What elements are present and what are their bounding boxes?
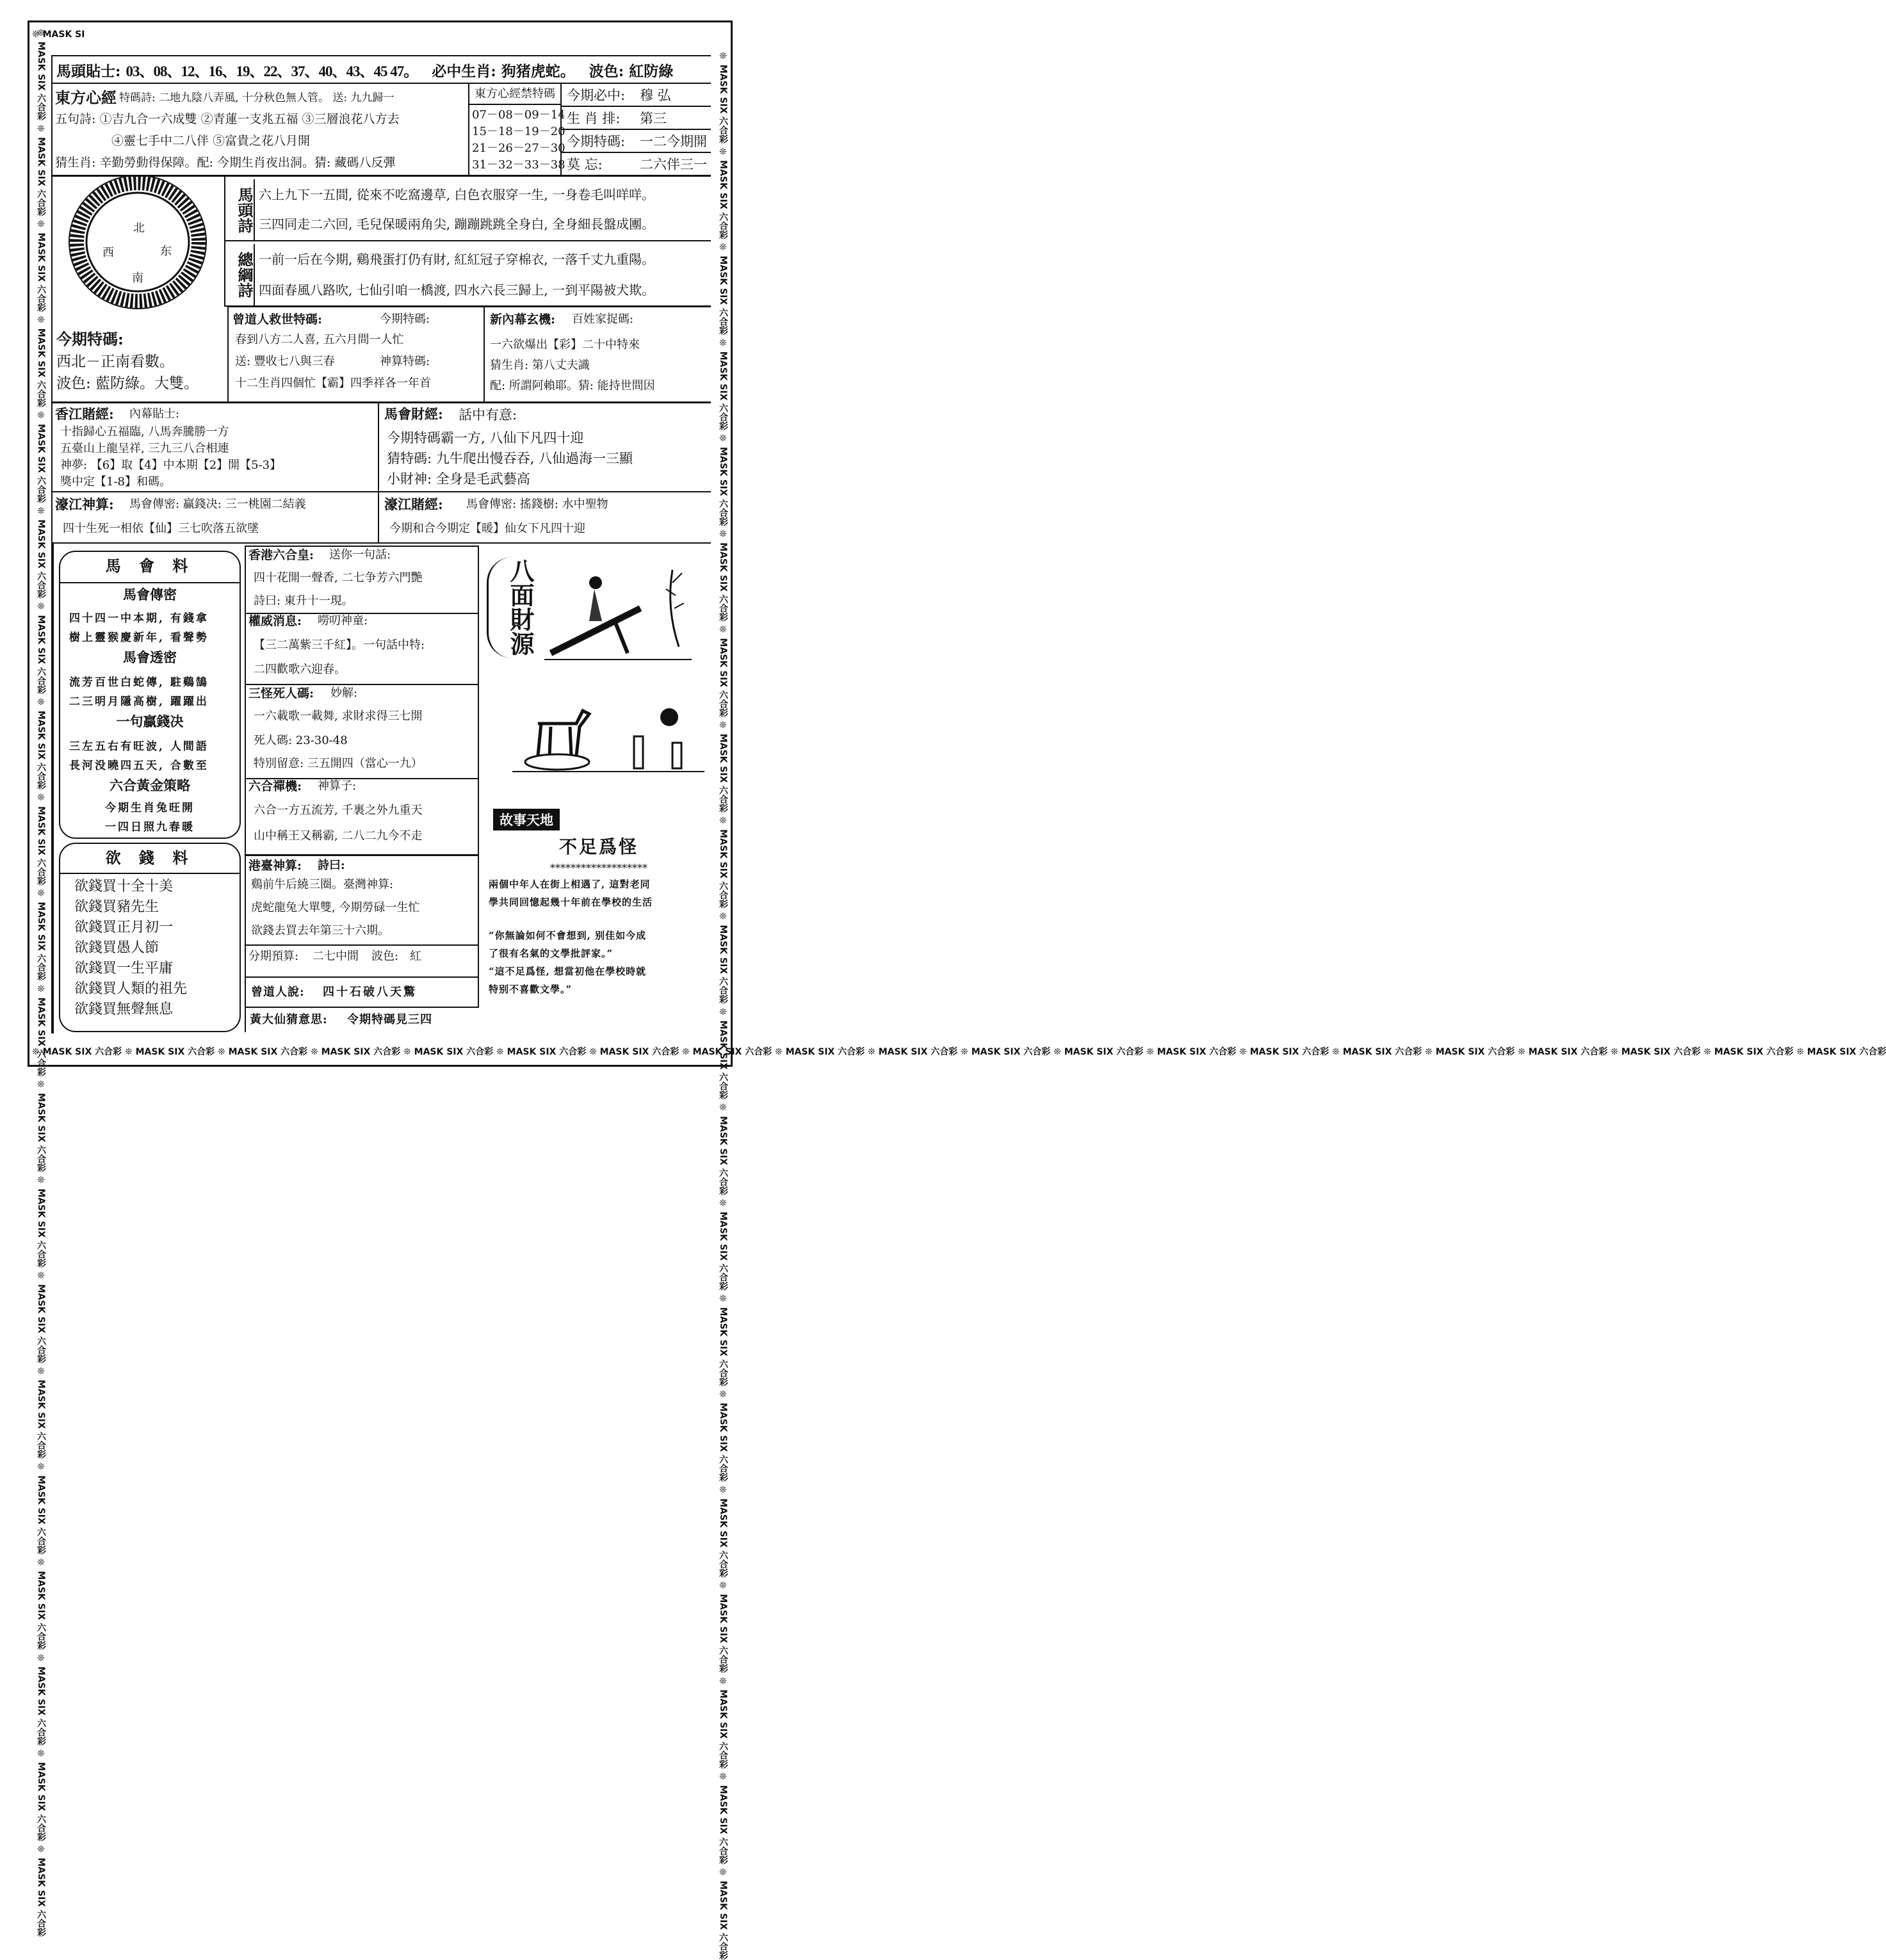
yuqian-line: 欲錢買十全十美 bbox=[74, 879, 174, 895]
forbidden-row: 21－26－27－30 bbox=[472, 142, 565, 155]
middle-section-deadnum bbox=[245, 684, 479, 779]
forbidden-title: 東方心經禁特碼 bbox=[469, 87, 560, 105]
haojiang-shensuan-title: 濠江神算: bbox=[55, 496, 114, 512]
fenqi-section bbox=[245, 944, 479, 978]
general-poem-label: 總綱詩 bbox=[225, 244, 255, 305]
side-info-label: 生 肖 排: bbox=[567, 111, 621, 126]
dongfang-line: 五句詩: ①吉九合一六成雙 ②青蓮一支兆五福 ③三層浪花八方去 bbox=[55, 112, 400, 126]
mahui-liao-box bbox=[59, 551, 241, 839]
mahui-caijing-sub: 話中有意: bbox=[459, 407, 517, 423]
middle-line: 鷄前牛后繞三圈。臺灣神算: bbox=[251, 878, 394, 891]
mahui-liao-title: 馬 會 料 bbox=[60, 557, 240, 583]
side-info-value: 二六伴三一 bbox=[640, 157, 707, 172]
compass-east: 东 bbox=[160, 245, 172, 258]
xiangjiang-line: 獎中定【1-8】和碼。 bbox=[60, 475, 171, 489]
story-stars: ******************* bbox=[550, 862, 647, 874]
this-issue-line: 西北－正南看數。 bbox=[56, 353, 174, 370]
compass-wheel-icon bbox=[53, 177, 223, 305]
middle-line: 特別留意: 三五開四（當心一九） bbox=[254, 757, 423, 770]
neimu-line: 猜生肖: 第八丈夫識 bbox=[490, 359, 590, 372]
tip-numbers: 03、08、12、16、19、22、37、40、43、45 47。 bbox=[126, 63, 418, 79]
huang-section bbox=[245, 1007, 475, 1032]
dongfang-line: ④靈七手中二八伴 ⑤富貴之花八月開 bbox=[111, 134, 311, 148]
mahui-caijing-line: 今期特碼霸一方, 八仙下凡四十迎 bbox=[387, 430, 584, 446]
zeng-sub: 今期特碼: bbox=[380, 312, 430, 326]
side-info-value: 穆 弘 bbox=[640, 88, 671, 103]
middle-title: 港臺神算: bbox=[248, 859, 302, 873]
dongfang-section bbox=[51, 83, 468, 176]
header-row bbox=[51, 55, 711, 83]
zeng-title: 曾道人救世特碼: bbox=[232, 312, 323, 327]
neimu-line: 一六欲爆出【彩】二十中特來 bbox=[490, 338, 640, 352]
mahui-caijing-section bbox=[378, 402, 711, 492]
side-info-value: 一二今期開 bbox=[640, 134, 707, 149]
dongfang-line: 特碼詩: 二地九陰八弄風, 十分秋色無人管。 送: 九九歸一 bbox=[119, 92, 394, 104]
color-value: 紅防綠 bbox=[629, 62, 674, 80]
middle-line: 【三二萬紫三千紅】。一句話中特: bbox=[254, 638, 425, 652]
story-line: 特别不喜歡文學。” bbox=[489, 984, 573, 995]
haojiang-dujing-title: 濠江賭經: bbox=[384, 496, 443, 512]
fenqi-label: 分期預算: bbox=[248, 950, 299, 963]
side-info-label: 今期特碼: bbox=[567, 134, 626, 149]
dongfang-title: 東方心經 bbox=[55, 88, 117, 107]
side-info-value: 第三 bbox=[640, 111, 667, 126]
zeng-line: 神算特碼: bbox=[380, 355, 430, 368]
left-border-strip: ❊ MASK SIX 六合彩 ❊ MASK SIX 六合彩 ❊ MASK SIX 六合彩 ❊ MASK SIX 六合彩 ❊ MASK SIX 六合彩 ❊ MASK SIX 六合彩 ❊ MASK SIX 六合彩 ❊ MASK SIX 六合彩 ❊ MASK SIX 六合彩 ❊ MASK SIX 六合彩 ❊ MASK SIX 六合彩 ❊ MASK SIX 六合彩 ❊ MASK SIX 六合彩 ❊ MASK SIX 六合彩 ❊ MASK SIX 六合彩 ❊ MASK SIX 六合彩 ❊ MASK SIX 六合彩 ❊ MASK SIX 六合彩 ❊ MASK SIX 六合彩 ❊ MASK SIX 六合彩 bbox=[36, 28, 46, 1937]
story-line: “你無論如何不會想到, 别佳如今成 bbox=[489, 930, 647, 941]
right-border-strip: ❊ MASK SIX 六合彩 ❊ MASK SIX 六合彩 ❊ MASK SIX 六合彩 ❊ MASK SIX 六合彩 ❊ MASK SIX 六合彩 ❊ MASK SIX 六合彩 ❊ MASK SIX 六合彩 ❊ MASK SIX 六合彩 ❊ MASK SIX 六合彩 ❊ MASK SIX 六合彩 ❊ MASK SIX 六合彩 ❊ MASK SIX 六合彩 ❊ MASK SIX 六合彩 ❊ MASK SIX 六合彩 ❊ MASK SIX 六合彩 ❊ MASK SIX 六合彩 ❊ MASK SIX 六合彩 ❊ MASK SIX 六合彩 ❊ MASK SIX 六合彩 ❊ MASK SIX 六合彩 bbox=[718, 51, 728, 1960]
liao-heading: 一句贏錢决 bbox=[116, 713, 184, 729]
yuqian-line: 欲錢買正月初一 bbox=[74, 919, 174, 935]
this-issue bbox=[51, 306, 227, 403]
top-border-strip: ❊ MASK SI bbox=[32, 29, 85, 40]
mahui-caijing-line: 小財神: 全身是毛武藝高 bbox=[387, 471, 530, 487]
compass-west: 西 bbox=[102, 246, 114, 259]
middle-line: 死人碼: 23-30-48 bbox=[254, 734, 348, 747]
zeng-says-value: 四十石破八天驚 bbox=[323, 985, 417, 999]
zeng-says-section bbox=[245, 976, 479, 1008]
story-title: 不足爲怪 bbox=[558, 836, 638, 857]
zeng-section bbox=[227, 306, 484, 403]
middle-sub: 嘮叨神童: bbox=[318, 614, 368, 628]
neimu-line: 配: 所謂阿賴耶。猜: 能持世間因 bbox=[490, 379, 655, 393]
huang-label: 黃大仙猜意思: bbox=[250, 1013, 328, 1026]
side-info-label: 莫 忘: bbox=[567, 157, 603, 172]
haojiang-dujing-line: 今期和合今期定【暖】仙女下凡四十迎 bbox=[389, 522, 585, 535]
xiangjiang-line: 十指歸心五福臨, 八馬奔騰勝一方 bbox=[60, 425, 229, 439]
zeng-says-label: 曾道人說: bbox=[251, 985, 305, 999]
xiangjiang-title: 香江賭經: bbox=[55, 406, 114, 422]
yuqian-line: 欲錢買無聲無息 bbox=[74, 1001, 174, 1017]
liao-heading: 六合黃金策略 bbox=[110, 777, 190, 793]
dongfang-line: 猜生肖: 辛勤勞動得保障。配: 今期生肖夜出洞。猜: 藏碼八反彈 bbox=[55, 156, 396, 170]
haojiang-dujing bbox=[378, 491, 711, 544]
middle-line: 虎蛇龍兔大單雙, 今期勞碌一生忙 bbox=[251, 901, 420, 914]
zeng-line: 春到八方二人喜, 五六月間一人忙 bbox=[235, 333, 404, 346]
middle-line: 六合一方五流芳, 千裏之外九重天 bbox=[254, 804, 423, 817]
liao-heading: 馬會透密 bbox=[123, 649, 177, 665]
middle-line: 詩曰: 東升十一現。 bbox=[254, 594, 354, 608]
middle-section-chan bbox=[245, 778, 479, 855]
liao-line: 長河没曉四五天, 合數至 bbox=[69, 759, 209, 772]
middle-line: 欲錢去買去年第三十六期。 bbox=[251, 924, 389, 937]
xiangjiang-line: 神夢: 【6】取【4】中本期【2】開【5-3】 bbox=[60, 458, 282, 472]
color-label: 波色: bbox=[589, 62, 624, 80]
middle-line: 四十花開一聲香, 二七争芳六門艷 bbox=[254, 571, 423, 585]
fenqi-value: 二七中間 bbox=[313, 950, 359, 963]
fenqi-color-value: 紅 bbox=[410, 950, 421, 963]
middle-sub: 妙解: bbox=[330, 686, 358, 700]
middle-line: 山中稱王又稱霸, 二八二九今不走 bbox=[254, 829, 423, 843]
tip-label: 馬頭貼士: bbox=[56, 62, 121, 80]
xiangjiang-sub: 內幕貼士: bbox=[129, 407, 180, 421]
liao-line: 四十四一中本期, 有錢拿 bbox=[69, 612, 209, 625]
xiangjiang-line: 五臺山上龍呈祥, 三九三八合相連 bbox=[60, 442, 229, 455]
middle-section-authority bbox=[245, 613, 479, 685]
story-line: 兩個中年人在街上相遇了, 這對老同 bbox=[489, 879, 651, 890]
forbidden-numbers bbox=[468, 83, 565, 176]
middle-title: 權威消息: bbox=[248, 614, 302, 628]
middle-line: 一六載歌一載舞, 求財求得三七開 bbox=[254, 709, 423, 723]
poem-line: 一前一后在今期, 鷄飛蛋打仍有財, 紅紅冠子穿棉衣, 一落千丈九重陽。 bbox=[259, 252, 655, 267]
forbidden-row: 15－18－19－20 bbox=[472, 125, 565, 138]
liao-heading: 馬會傳密 bbox=[123, 587, 177, 603]
huang-value: 令期特碼見三四 bbox=[347, 1013, 432, 1026]
left-column-rule bbox=[51, 544, 54, 1033]
haojiang-dujing-sub: 馬會傳密: 搖錢樹: 水中聖物 bbox=[466, 498, 608, 511]
poem-line: 三四同走二六回, 毛兒保暖兩角尖, 蹦蹦跳跳全身白, 全身細長盤成團。 bbox=[259, 216, 655, 232]
zodiac-label: 必中生肖: bbox=[432, 62, 496, 80]
side-info-label: 今期必中: bbox=[567, 88, 626, 103]
liao-line: 一四日照九春暖 bbox=[105, 821, 195, 834]
horse-poem bbox=[224, 175, 711, 241]
story-line: 學共同回憶起幾十年前在學校的生活 bbox=[489, 896, 653, 908]
story-tag: 故事天地 bbox=[493, 809, 560, 830]
compass-north: 北 bbox=[133, 222, 145, 235]
middle-sub: 詩曰: bbox=[318, 859, 345, 872]
forbidden-row: 07－08－09－14 bbox=[472, 108, 565, 122]
middle-section-hk bbox=[245, 546, 479, 614]
fenqi-color-label: 波色: bbox=[371, 950, 399, 963]
story-line: 了很有名氣的文學批評家。” bbox=[489, 948, 614, 959]
mahui-caijing-title: 馬會財經: bbox=[384, 406, 443, 422]
poem-line: 四面春風八路吹, 七仙引咱一橋渡, 四水六長三歸上, 一到平陽被犬欺。 bbox=[259, 282, 655, 298]
neimu-section bbox=[484, 306, 711, 403]
liao-line: 流芳百世白蛇傳, 駐鷄鵠 bbox=[69, 676, 209, 689]
middle-title: 香港六合皇: bbox=[248, 548, 314, 562]
deer-illustration-icon bbox=[512, 698, 704, 775]
boat-illustration-icon bbox=[544, 557, 698, 666]
mahui-caijing-line: 猜特碼: 九牛爬出慢吞吞, 八仙過海一三顯 bbox=[387, 451, 633, 466]
neimu-sub: 百姓家捉碼: bbox=[572, 312, 634, 326]
middle-title: 三怪死人碼: bbox=[248, 686, 314, 701]
zeng-line: 送: 豐收七八與三春 bbox=[235, 355, 335, 368]
haojiang-shensuan-sub: 馬會傳密: 贏錢决: 三一桃園二結義 bbox=[129, 498, 306, 511]
this-issue-title: 今期特碼: bbox=[56, 330, 124, 348]
compass-south: 南 bbox=[132, 271, 143, 285]
horse-poem-label: 馬頭詩 bbox=[225, 179, 255, 240]
middle-sub: 送你一句話: bbox=[329, 548, 391, 562]
middle-title: 六合禪機: bbox=[248, 779, 302, 793]
poem-line: 六上九下一五間, 從來不吃窩邊草, 白色衣服穿一生, 一身卷毛叫咩咩。 bbox=[259, 187, 655, 202]
yuqian-liao-box bbox=[59, 843, 241, 1032]
liao-line: 今期生肖兔旺開 bbox=[105, 802, 195, 814]
xiangjiang-section bbox=[51, 402, 379, 492]
liao-line: 二三明月隱高樹, 躍躍出 bbox=[69, 695, 209, 708]
zeng-line: 十二生肖四個忙【霸】四季祥各一年首 bbox=[235, 377, 431, 390]
haojiang-shensuan bbox=[51, 491, 379, 544]
fortune-badge: 八面財源 bbox=[506, 558, 535, 656]
liao-line: 樹上靈猴慶新年, 看聲勢 bbox=[69, 631, 209, 644]
zodiac-value: 狗猪虎蛇。 bbox=[501, 62, 575, 80]
story-line: “這不足爲怪, 想當初他在學校時就 bbox=[489, 966, 647, 977]
yuqian-line: 欲錢買一生平庸 bbox=[74, 960, 174, 976]
general-poem bbox=[224, 240, 711, 307]
middle-line: 二四歡歌六迎春。 bbox=[254, 663, 346, 676]
middle-sub: 神算子: bbox=[318, 779, 357, 793]
yuqian-line: 欲錢買豬先生 bbox=[74, 899, 159, 915]
this-issue-line: 波色: 藍防綠。大雙。 bbox=[56, 375, 199, 392]
liao-line: 三左五右有旺波, 人間語 bbox=[69, 740, 209, 753]
compass-panel bbox=[51, 175, 224, 307]
yuqian-line: 欲錢買愚人節 bbox=[74, 940, 159, 956]
middle-section-gangtai bbox=[245, 855, 479, 946]
neimu-title: 新內幕玄機: bbox=[490, 312, 556, 327]
bottom-border-strip: ❊ MASK SIX 六合彩 ❊ MASK SIX 六合彩 ❊ MASK SIX 六合彩 ❊ MASK SIX 六合彩 ❊ MASK SIX 六合彩 ❊ MASK SIX 六合彩 ❊ MASK SIX 六合彩 ❊ MASK SIX 六合彩 ❊ MASK SIX 六合彩 ❊ MASK SIX 六合彩 ❊ MASK SIX 六合彩 ❊ MASK SIX 六合彩 ❊ MASK SIX 六合彩 ❊ MASK SIX 六合彩 ❊ MASK SIX 六合彩 ❊ MASK SIX 六合彩 ❊ MASK SIX 六合彩 ❊ MASK SIX 六合彩 ❊ MASK SIX 六合彩 ❊ MASK SIX 六合彩 bbox=[32, 1047, 1886, 1057]
yuqian-line: 欲錢買人類的祖先 bbox=[74, 981, 188, 997]
side-info bbox=[560, 83, 711, 176]
haojiang-shensuan-line: 四十生死一相依【仙】三七吹落五欲墜 bbox=[63, 522, 259, 535]
forbidden-row: 31－32－33－38 bbox=[472, 158, 565, 172]
yuqian-liao-title: 欲 錢 料 bbox=[60, 849, 240, 874]
